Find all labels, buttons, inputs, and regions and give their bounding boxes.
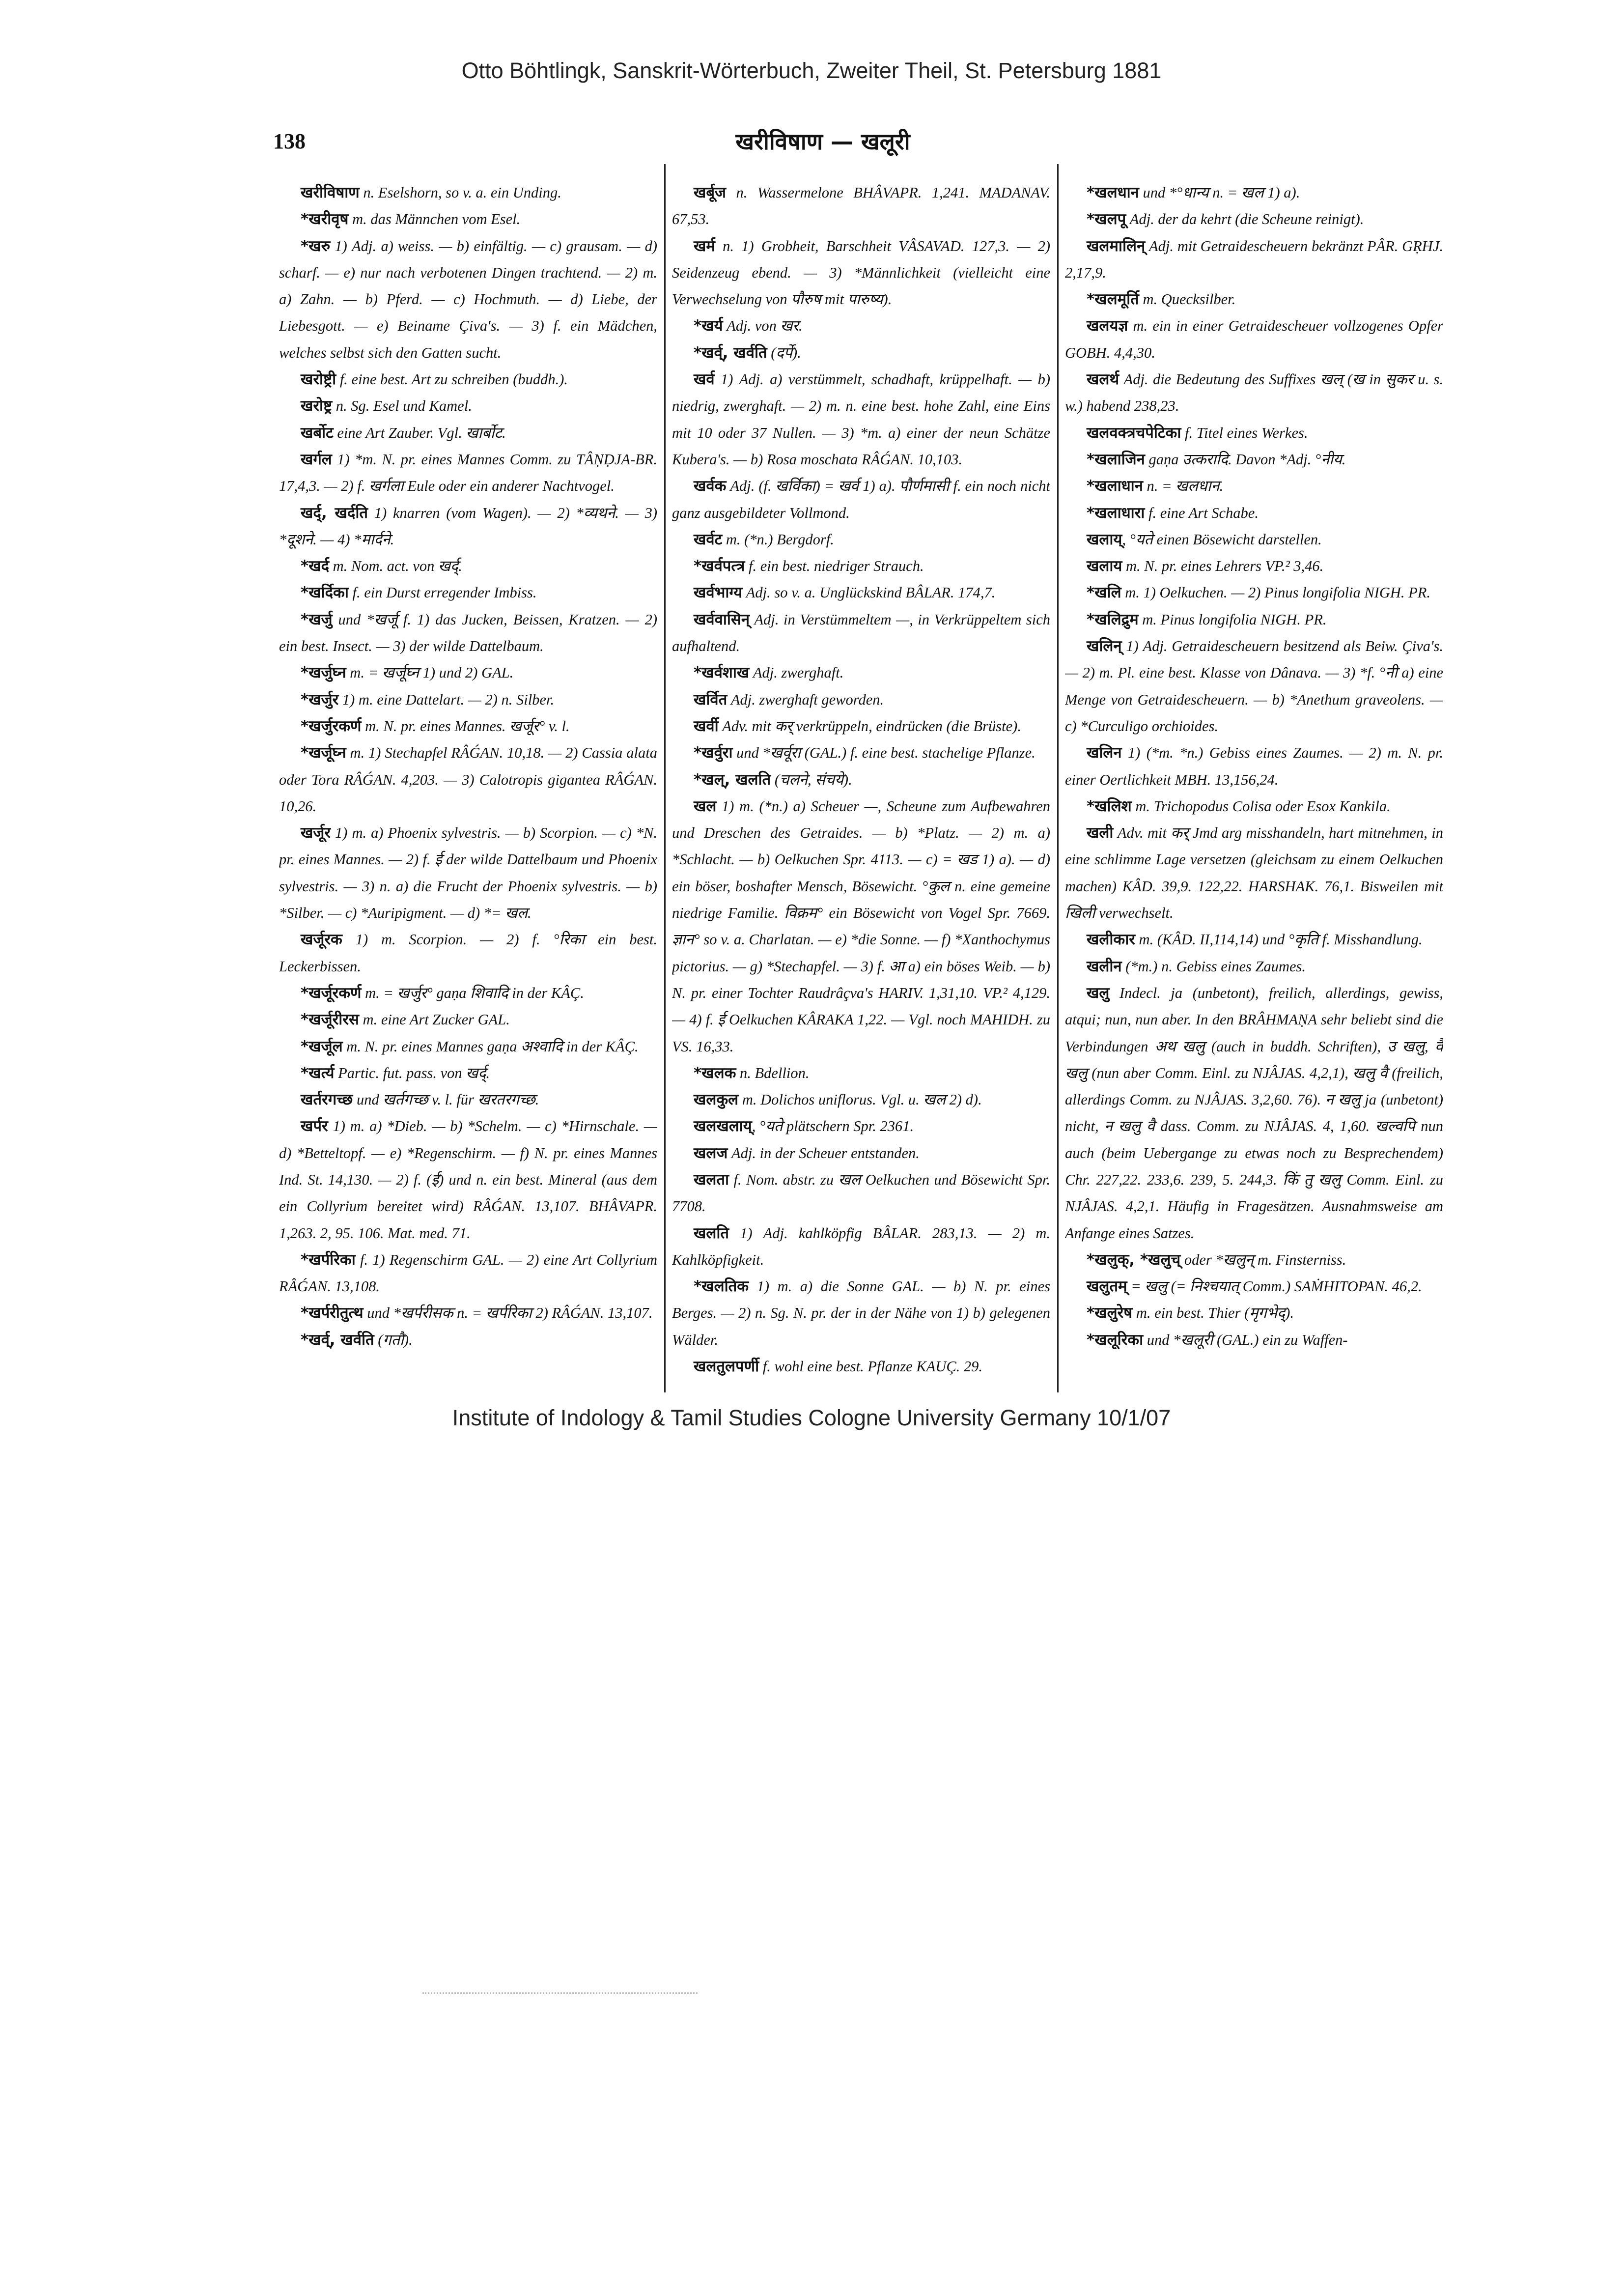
entry-definition: Indecl. ja (unbetont), freilich, allerdings, gewiss, atqui; nun, nun aber. In den BRÂHMAṆA sehr beliebt sind die Verbindungen अथ खलु (auch in buddh. Schriften), उ खलु, वै खलु (nun aber Comm. Einl. zu NJÂJAS. 4,2,1), खलु वै (freilich, allerdings Comm. zu NJÂJAS. 3,2,60. 76). न खलु ja (unbetont) nicht, न खलु वै dass. Comm. zu NJÂJAS. 4, 1,60. खल्वपि nun auch (beim Uebergange zu etwas noch zu Besprechendem) Chr. 227,22. 233,6. 239, 5. 244,3. किं तु खलु Comm. Einl. zu NJÂJAS. 4,2,1. Häufig in Fragesätzen. Ausnahmsweise am Anfange eines Satzes. [1065, 984, 1443, 1242]
entry-headword: *खल्, खलति [694, 770, 771, 789]
dictionary-entry [279, 686, 657, 713]
running-head: खरीविषाण — खलूरी [735, 128, 910, 155]
dictionary-entry [279, 179, 657, 206]
dictionary-entry [672, 1113, 1050, 1139]
entry-headword: खर्गल [301, 450, 332, 468]
entry-headword: खर्द्, खर्दति [301, 504, 368, 522]
entry-definition: Adj. der da kehrt (die Scheune reinigt). [1126, 211, 1364, 228]
dictionary-entry [1065, 1247, 1443, 1273]
entry-definition: und खर्तगच्छ v. l. für खरतरगच्छ. [353, 1091, 539, 1108]
entry-definition: m. = खर्जुर° gaṇa शिवादि in der KÂÇ. [361, 984, 584, 1001]
dictionary-entry [279, 446, 657, 500]
entry-definition: m. Nom. act. von खर्द्. [329, 558, 462, 575]
entry-headword: खलीकार [1087, 931, 1135, 949]
entry-headword: *खर्व्, खर्वति [694, 343, 767, 362]
entry-headword: *खलतिक [694, 1277, 749, 1296]
dictionary-entry [1065, 606, 1443, 633]
dictionary-column-2 [672, 179, 1050, 1393]
entry-definition: f. Titel eines Werkes. [1181, 424, 1308, 441]
dictionary-entry [279, 366, 657, 393]
entry-definition: m. Trichopodus Colisa oder Esox Kankila. [1131, 797, 1391, 815]
entry-headword: खलवक्त्रचपेटिका [1087, 424, 1181, 442]
entry-headword: *खलुक्, *खलुच् [1087, 1250, 1181, 1269]
dictionary-entry [672, 606, 1050, 660]
dictionary-entry [279, 980, 657, 1006]
entry-definition: m. N. pr. eines Lehrers VP.² 3,46. [1122, 558, 1324, 575]
entry-headword: *खर्परीतुत्थ [301, 1304, 364, 1322]
scan-artifact-line [422, 1992, 698, 1994]
dictionary-entry [279, 926, 657, 980]
dictionary-entry [1065, 579, 1443, 606]
entry-definition: Adj. in der Scheuer entstanden. [728, 1144, 920, 1162]
dictionary-entry [1065, 420, 1443, 446]
dictionary-entry [672, 1273, 1050, 1353]
dictionary-entry [279, 820, 657, 926]
entry-headword: *खर्वुरा [694, 744, 733, 762]
dictionary-entry [1065, 206, 1443, 232]
entry-definition: f. ein Durst erregender Imbiss. [348, 584, 537, 601]
entry-definition: und *खर्वूरा (GAL.) f. eine best. stachelige Pflanze. [732, 744, 1035, 762]
dictionary-entry [279, 1033, 657, 1060]
entry-definition: f. eine Art Schabe. [1145, 504, 1259, 521]
entry-definition: m. Quecksilber. [1139, 291, 1236, 308]
entry-definition: und *खर्जू f. 1) das Jucken, Beissen, Kratzen. — 2) ein best. Insect. — 3) der wilde Dattelbaum. [279, 611, 657, 655]
entry-definition: m. Dolichos uniflorus. Vgl. u. खल 2) d). [738, 1091, 982, 1108]
entry-definition: f. 1) Regenschirm GAL. — 2) eine Art Collyrium RÂǴAN. 13,108. [279, 1251, 657, 1295]
dictionary-entry [672, 659, 1050, 686]
entry-headword: खर्वित [694, 690, 728, 709]
dictionary-entry [672, 179, 1050, 233]
dictionary-entry [1065, 953, 1443, 980]
entry-definition: m. (KÂD. II,114,14) und °कृति f. Misshandlung. [1135, 931, 1423, 948]
dictionary-entry [279, 233, 657, 366]
entry-headword: *खर्दिका [301, 584, 349, 602]
entry-headword: *खर्जूघ्न [301, 744, 346, 762]
entry-headword: खर्व [694, 370, 715, 389]
entry-definition: Adv. mit कर् Jmd arg misshandeln, hart mitnehmen, in eine schlimme Lage versetzen (gleichsam zu einem Oelkuchen machen) KÂD. 39,9. 122,22. HARSHAK. 76,1. Bisweilen mit खिली verwechselt. [1065, 824, 1443, 922]
dictionary-entry [279, 500, 657, 553]
entry-definition: f. wohl eine best. Pflanze KAUÇ. 29. [759, 1358, 983, 1375]
entry-headword: *खर्जुरकर्ण [301, 717, 362, 735]
entry-headword: खर्पर [301, 1117, 328, 1135]
entry-headword: *खलाधारा [1087, 504, 1145, 522]
entry-headword: खलाय् [1087, 530, 1122, 548]
dictionary-entry [672, 1220, 1050, 1274]
dictionary-entry [1065, 1300, 1443, 1326]
entry-headword: खलति [694, 1224, 729, 1242]
entry-headword: खर्जूरक [301, 931, 342, 949]
dictionary-entry [1065, 739, 1443, 793]
entry-headword: *खर्वशाख [694, 664, 750, 682]
dictionary-entry [1065, 446, 1443, 473]
entry-definition: 1) Adj. a) weiss. — b) einfältig. — c) grausam. — d) scharf. — e) nur nach verbotenen Dingen trachtend. — 2) m. a) Zahn. — b) Pferd. — c) Hochmuth. — d) Liebe, der Liebesgott. — e) Beiname Çiva's. — 3) f. ein Mädchen, welches selbst sich den Gatten sucht. [279, 237, 657, 361]
entry-definition: 1) (*m. *n.) Gebiss eines Zaumes. — 2) m. N. pr. einer Oertlichkeit MBH. 13,156,24. [1065, 744, 1443, 788]
entry-definition: m. das Männchen vom Esel. [348, 211, 521, 228]
entry-headword: *खरीवृष [301, 210, 349, 228]
entry-definition: und *खलूरी (GAL.) ein zu Waffen- [1143, 1331, 1348, 1348]
entry-definition: f. ein best. niedriger Strauch. [745, 558, 924, 575]
dictionary-entry [672, 553, 1050, 579]
dictionary-entry [1065, 1273, 1443, 1300]
entry-headword: खलता [694, 1170, 729, 1189]
dictionary-entry [1065, 179, 1443, 206]
entry-definition: 1) m. a) die Sonne GAL. — b) N. pr. eines Berges. — 2) n. Sg. N. pr. der in der Nähe von 1) b) gelegenen Wälder. [672, 1278, 1050, 1348]
entry-definition: 1) m. Scorpion. — 2) f. °रिका ein best. Leckerbissen. [279, 931, 657, 975]
entry-definition: n. Eselshorn, so v. a. ein Unding. [359, 184, 561, 201]
entry-definition: und *°धान्य n. = खल 1) a). [1139, 184, 1300, 201]
dictionary-entry [1065, 286, 1443, 312]
page-number: 138 [273, 129, 306, 153]
entry-definition: m. Pinus longifolia NIGH. PR. [1138, 611, 1327, 628]
entry-headword: खरीविषाण [301, 184, 360, 201]
dictionary-entry [672, 766, 1050, 793]
entry-headword: खलीन [1087, 957, 1122, 975]
dictionary-entry [1065, 500, 1443, 526]
dictionary-entry [672, 473, 1050, 526]
dictionary-entry [279, 713, 657, 739]
entry-headword: खलज [694, 1144, 728, 1162]
entry-definition: 1) knarren (vom Wagen). — 2) *व्यथने. — 3) *दूशने. — 4) *मार्दने. [279, 504, 657, 548]
entry-headword: *खर्जुघ्न [301, 664, 346, 682]
entry-headword: *खर्जूरीरस [301, 1011, 359, 1029]
dictionary-entry [1065, 312, 1443, 366]
dictionary-entry [672, 713, 1050, 739]
entry-definition: n. Wassermelone BHÂVAPR. 1,241. MADANAV. 67,53. [672, 184, 1050, 228]
dictionary-entry [279, 1006, 657, 1033]
dictionary-entry [279, 1060, 657, 1086]
dictionary-entry [1065, 553, 1443, 579]
source-citation: Otto Böhtlingk, Sanskrit-Wörterbuch, Zweiter Theil, St. Petersburg 1881 [461, 58, 1162, 83]
dictionary-entry [279, 1300, 657, 1326]
entry-headword: खरोष्ट्री [301, 370, 336, 389]
dictionary-entry [279, 1247, 657, 1300]
entry-definition: m. = खर्जूघ्न 1) und 2) GAL. [346, 664, 514, 681]
entry-definition: m. eine Art Zucker GAL. [359, 1011, 510, 1028]
entry-headword: खर्तरगच्छ [301, 1091, 353, 1109]
entry-definition: und *खर्परीसक n. = खर्परिका 2) RÂǴAN. 13,107. [363, 1304, 653, 1322]
entry-definition: Adj. mit Getraidescheuern bekränzt PÂR. GṚHJ. 2,17,9. [1065, 237, 1443, 281]
entry-headword: खर्वट [694, 530, 723, 548]
column-rule-left [664, 164, 666, 1392]
entry-headword: खलर्थ [1087, 370, 1119, 389]
entry-headword: *खर्जु [301, 610, 333, 628]
dictionary-entry [279, 579, 657, 606]
entry-definition: m. (*n.) Bergdorf. [722, 531, 834, 548]
column-rule-right [1057, 164, 1059, 1392]
entry-headword: खली [1087, 824, 1114, 842]
entry-definition: Adj. in Verstümmeltem —, in Verkrüppeltem sich aufhaltend. [672, 611, 1050, 655]
dictionary-entry [1065, 980, 1443, 1247]
entry-definition: 1) Adj. a) verstümmelt, schadhaft, krüppelhaft. — b) niedrig, zwerghaft. — 2) m. n. eine best. hohe Zahl, eine Eins mit 10 oder 37 Nullen. — 3) *m. a) einer der neun Schätze Kubera's. — b) Rosa moschata RÂǴAN. 10,103. [672, 371, 1050, 468]
entry-definition: f. eine best. Art zu schreiben (buddh.). [336, 371, 568, 388]
dictionary-entry [672, 1353, 1050, 1380]
dictionary-entry [672, 312, 1050, 339]
entry-definition: 1) Adj. Getraidescheuern besitzend als Beiw. Çiva's. — 2) m. Pl. eine best. Klasse von Dânava. — 3) *f. °नी a) eine Menge von Getraidescheuern. — b) *Anethum graveolens. — c) *Curculigo orchioides. [1065, 638, 1443, 735]
entry-definition: m. N. pr. eines Mannes gaṇa अश्वादि in der KÂÇ. [342, 1038, 639, 1055]
entry-definition: 1) m. (*n.) a) Scheuer —, Scheune zum Aufbewahren und Dreschen des Getraides. — b) *Platz. — 2) m. a) *Schlacht. — b) Oelkuchen Spr. 4113. — c) = खड 1) a). — d) ein böser, boshafter Mensch, Bösewicht. °कुल n. eine gemeine niedrige Familie. विक्रम° ein Bösewicht von Vogel Spr. 7669. ज्ञान° so v. a. Charlatan. — e) *die Sonne. — f) *Xanthochymus pictorius. — g) *Stechapfel. — 3) f. आ a) ein böses Weib. — b) N. pr. einer Tochter Raudrâçva's HARIV. 1,31,10. VP.² 4,129. — 4) f. ई Oelkuchen KÂRAKA 1,22. — Vgl. noch MAHIDH. zu VS. 16,33. [672, 797, 1050, 1055]
entry-headword: *खर्य [694, 317, 723, 335]
entry-definition: = खलु (= निश्चयात् Comm.) SAṀHITOPAN. 46,2. [1127, 1278, 1422, 1295]
entry-headword: *खर्जूरकर्ण [301, 984, 362, 1002]
entry-headword: खलतुलपर्णी [694, 1358, 759, 1376]
dictionary-entry [672, 686, 1050, 713]
dictionary-entry [1065, 820, 1443, 926]
entry-headword: खलु [1087, 984, 1110, 1002]
entry-headword: खर्वी [694, 717, 719, 735]
entry-definition: 1) m. eine Dattelart. — 2) n. Silber. [338, 691, 555, 708]
dictionary-entry [279, 1327, 657, 1353]
entry-headword: *खर्व्, खर्वति [301, 1331, 374, 1349]
entry-headword: *खरु [301, 237, 331, 255]
entry-definition: n. Bdellion. [736, 1064, 810, 1081]
dictionary-entry [672, 1060, 1050, 1086]
entry-definition: m. 1) Oelkuchen. — 2) Pinus longifolia NIGH. PR. [1121, 584, 1431, 601]
entry-headword: खर्जूर [301, 824, 331, 842]
entry-headword: खलिन [1087, 744, 1122, 762]
entry-definition: n. = खलधान. [1143, 478, 1224, 495]
entry-definition: Adj. so v. a. Unglückskind BÂLAR. 174,7. [742, 584, 996, 601]
entry-headword: खलाय [1087, 557, 1122, 575]
entry-definition: n. Sg. Esel und Kamel. [332, 397, 472, 415]
dictionary-column-1 [279, 179, 657, 1393]
entry-headword: खर्म [694, 237, 715, 255]
dictionary-entry [672, 793, 1050, 1060]
entry-headword: खरोष्ट्र [301, 397, 333, 415]
entry-headword: खलमालिन् [1087, 237, 1146, 255]
entry-definition: (दर्पे). [767, 344, 801, 361]
entry-definition: (गतौ). [374, 1331, 413, 1348]
entry-headword: खल [694, 797, 717, 815]
dictionary-entry [1065, 366, 1443, 420]
dictionary-entry [279, 1086, 657, 1113]
entry-definition: eine Art Zauber. Vgl. खार्बोट. [333, 424, 506, 441]
dictionary-entry [672, 739, 1050, 766]
dictionary-entry [279, 553, 657, 579]
entry-headword: *खलिश [1087, 797, 1132, 815]
dictionary-entry [1065, 633, 1443, 739]
entry-definition: Adv. mit कर् verkrüppeln, eindrücken (die Brüste). [718, 717, 1021, 735]
entry-definition: Adj. die Bedeutung des Suffixes खल् (ख in सुकर u. s. w.) habend 238,23. [1065, 371, 1443, 415]
dictionary-entry [672, 1086, 1050, 1113]
entry-headword: खर्वक [694, 477, 727, 495]
dictionary-entry [1065, 926, 1443, 953]
entry-headword: *खलाधान [1087, 477, 1143, 495]
dictionary-entry [672, 579, 1050, 606]
entry-headword: *खर्जुर [301, 690, 339, 709]
entry-definition: (*m.) n. Gebiss eines Zaumes. [1121, 958, 1306, 975]
entry-definition: Adj. zwerghaft geworden. [727, 691, 884, 708]
dictionary-entry [672, 1140, 1050, 1166]
dictionary-entry [672, 526, 1050, 553]
dictionary-entry [672, 233, 1050, 313]
entry-headword: *खलाजिन [1087, 450, 1145, 468]
dictionary-column-3 [1065, 179, 1443, 1393]
entry-headword: खलकुल [694, 1091, 739, 1109]
entry-definition: m. ein best. Thier (मृगभेद्). [1132, 1304, 1294, 1322]
dictionary-entry [1065, 526, 1443, 553]
entry-headword: *खर्वपत्त्र [694, 557, 745, 575]
entry-headword: *खर्त्य [301, 1064, 335, 1082]
entry-definition: Adj. zwerghaft. [749, 664, 844, 681]
entry-headword: खलिन् [1087, 637, 1122, 655]
entry-definition: m. ein in einer Getraidescheuer vollzogenes Opfer GOBH. 4,4,30. [1065, 317, 1443, 361]
entry-headword: *खलि [1087, 584, 1121, 602]
entry-headword: *खलक [694, 1064, 736, 1082]
dictionary-entry [279, 393, 657, 419]
dictionary-entry [279, 606, 657, 660]
entry-definition: oder *खलुन् m. Finsterniss. [1180, 1251, 1346, 1268]
entry-definition: 1) Adj. kahlköpfig BÂLAR. 283,13. — 2) m. Kahlköpfigkeit. [672, 1224, 1050, 1268]
entry-definition: 1) m. a) *Dieb. — b) *Schelm. — c) *Hirnschale. — d) *Betteltopf. — e) *Regenschirm. — f) N. pr. eines Mannes Ind. St. 14,130. — 2) f. (ई) und n. ein best. Mineral (aus dem ein Collyrium bereitet wird) RÂǴAN. 13,107. BHÂVAPR. 1,263. 2, 95. 106. Mat. med. 71. [279, 1118, 657, 1242]
dictionary-entry [279, 659, 657, 686]
dictionary-entry [1065, 233, 1443, 286]
entry-headword: *खलूरिका [1087, 1331, 1144, 1349]
entry-definition: m. 1) Stechapfel RÂǴAN. 10,18. — 2) Cassia alata oder Tora RÂǴAN. 4,203. — 3) Calotropis gigantea RÂǴAN. 10,26. [279, 744, 657, 815]
entry-headword: *खलपू [1087, 210, 1126, 228]
entry-headword: *खर्जूल [301, 1037, 343, 1055]
entry-definition: Adj. von खर. [723, 317, 803, 335]
footer-credit: Institute of Indology & Tamil Studies Cologne University Germany 10/1/07 [452, 1405, 1171, 1430]
entry-definition: (चलने, संचये). [771, 771, 852, 788]
entry-headword: खर्वभाग्य [694, 584, 743, 602]
entry-headword: *खर्परिका [301, 1250, 356, 1269]
dictionary-entry [1065, 793, 1443, 820]
dictionary-entry [672, 340, 1050, 366]
dictionary-entry [672, 366, 1050, 473]
entry-headword: *खलिद्रुम [1087, 610, 1139, 628]
dictionary-entry [1065, 473, 1443, 499]
entry-definition: , °यते einen Bösewicht darstellen. [1122, 531, 1322, 548]
entry-definition: n. 1) Grobheit, Barschheit VÂSAVAD. 127,3. — 2) Seidenzeug ebend. — 3) *Männlichkeit (vielleicht eine Verwechselung von पौरुष mit पारुष्य). [672, 237, 1050, 308]
entry-headword: खर्ववासिन् [694, 610, 750, 628]
entry-headword: *खलधान [1087, 184, 1139, 201]
entry-headword: *खलमूर्ति [1087, 290, 1139, 309]
entry-definition: , °यते plätschern Spr. 2361. [752, 1118, 914, 1135]
entry-definition: 1) m. a) Phoenix sylvestris. — b) Scorpion. — c) *N. pr. eines Mannes. — 2) f. ई der wilde Dattelbaum und Phoenix sylvestris. — 3) n. a) die Frucht der Phoenix sylvestris. — b) *Silber. — c) *Auripigment. — d) *= खल. [279, 824, 657, 922]
entry-definition: 1) *m. N. pr. eines Mannes Comm. zu TÂṆḌJA-BR. 17,4,3. — 2) f. खर्गला Eule oder ein anderer Nachtvogel. [279, 451, 657, 495]
dictionary-entry [279, 206, 657, 232]
dictionary-entry [279, 420, 657, 446]
dictionary-entry [672, 1166, 1050, 1220]
entry-headword: *खलुरेष [1087, 1304, 1133, 1322]
entry-headword: खलुतम् [1087, 1277, 1127, 1296]
entry-headword: खलयज्ञ [1087, 317, 1128, 335]
entry-definition: Adj. (f. खर्विका) = खर्व 1) a). पौर्णमासी f. ein noch nicht ganz ausgebildeter Vollmond. [672, 478, 1050, 521]
dictionary-entry [279, 1113, 657, 1246]
dictionary-entry [1065, 1327, 1443, 1353]
entry-definition: m. N. pr. eines Mannes. खर्जूर° v. l. [361, 717, 570, 735]
entry-definition: f. Nom. abstr. zu खल Oelkuchen und Bösewicht Spr. 7708. [672, 1171, 1050, 1215]
dictionary-entry [279, 739, 657, 820]
entry-headword: खर्बूज [694, 184, 727, 201]
entry-headword: *खर्द [301, 557, 330, 575]
entry-definition: gaṇa उत्करादि. Davon *Adj. °नीय. [1145, 451, 1346, 468]
entry-headword: खलखलाय् [694, 1117, 752, 1135]
entry-headword: खर्बोट [301, 424, 334, 442]
entry-definition: Partic. fut. pass. von खर्द्. [334, 1064, 490, 1081]
